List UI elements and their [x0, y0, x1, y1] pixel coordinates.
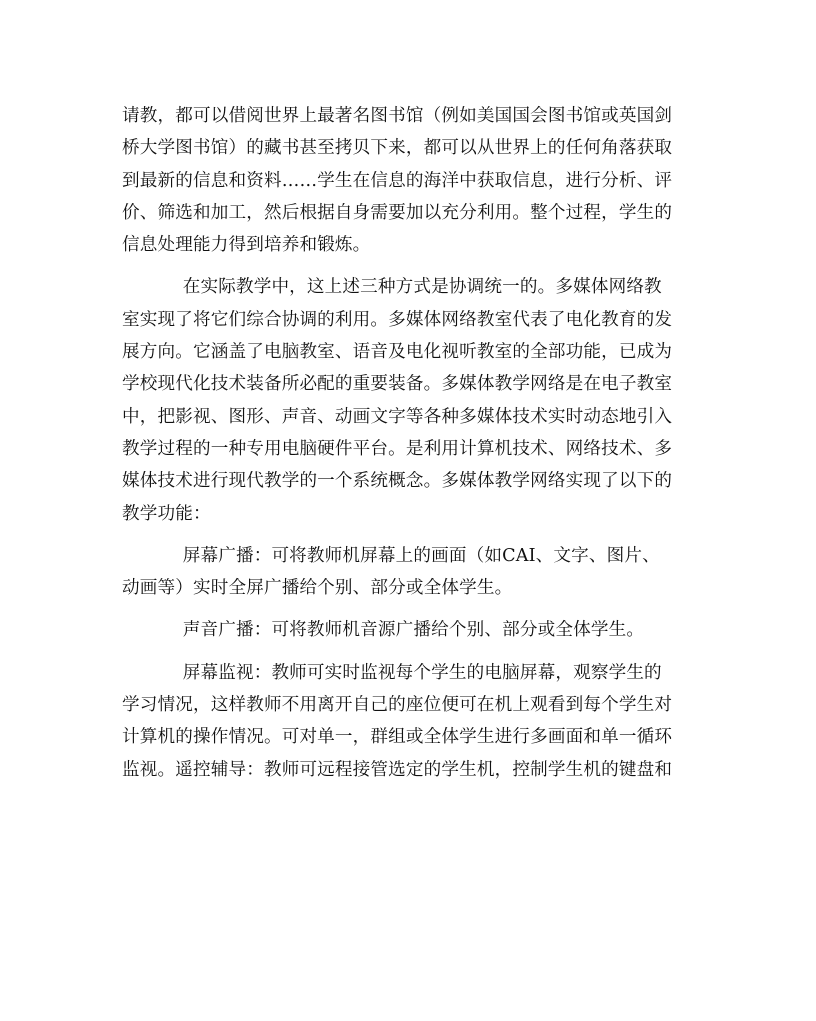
paragraph-1	[122, 100, 697, 261]
text-line: 价、筛选和加工，然后根据自身需要加以充分利用。整个过程，学生的	[122, 202, 673, 223]
text-line: 中，把影视、图形、声音、动画文字等各种多媒体技术实时动态地引入	[122, 406, 673, 427]
text-line: 媒体技术进行现代教学的一个系统概念。多媒体教学网络实现了以下的	[122, 471, 673, 492]
text-line: 信息处理能力得到培养和锻炼。	[122, 235, 371, 256]
paragraph-5	[122, 657, 697, 786]
paragraph-3	[122, 540, 697, 605]
text-line: 桥大学图书馆）的藏书甚至拷贝下来，都可以从世界上的任何角落获取	[122, 138, 673, 159]
document-body	[122, 100, 697, 786]
text-line: 监视。遥控辅导：教师可远程接管选定的学生机，控制学生机的键盘和	[122, 759, 673, 780]
text-line: 学校现代化技术装备所必配的重要装备。多媒体教学网络是在电子教室	[122, 374, 673, 395]
text-line: 屏幕广播：可将教师机屏幕上的画面（如CAI、文字、图片、	[182, 545, 660, 566]
text-line: 计算机的操作情况。可对单一，群组或全体学生进行多画面和单一循环	[122, 727, 673, 748]
text-line: 展方向。它涵盖了电脑教室、语音及电化视听教室的全部功能，已成为	[122, 342, 673, 363]
text-line: 教学功能：	[122, 503, 211, 524]
text-line: 学习情况，这样教师不用离开自己的座位便可在机上观看到每个学生对	[122, 695, 673, 716]
text-line: 请教，都可以借阅世界上最著名图书馆（例如美国国会图书馆或英国剑	[122, 106, 673, 126]
text-line: 屏幕监视：教师可实时监视每个学生的电脑屏幕，观察学生的	[182, 662, 662, 683]
text-line: 到最新的信息和资料……学生在信息的海洋中获取信息，进行分析、评	[122, 170, 673, 191]
text-line: 教学过程的一种专用电脑硬件平台。是利用计算机技术、网络技术、多	[122, 438, 673, 459]
paragraph-2	[122, 271, 697, 529]
text-line: 室实现了将它们综合协调的利用。多媒体网络教室代表了电化教育的发	[122, 309, 673, 330]
paragraph-4	[122, 614, 697, 646]
text-line: 在实际教学中，这上述三种方式是协调统一的。多媒体网络教	[182, 277, 662, 298]
text-line: 声音广播：可将教师机音源广播给个别、部分或全体学生。	[182, 620, 645, 641]
text-line: 动画等）实时全屏广播给个别、部分或全体学生。	[122, 578, 513, 599]
